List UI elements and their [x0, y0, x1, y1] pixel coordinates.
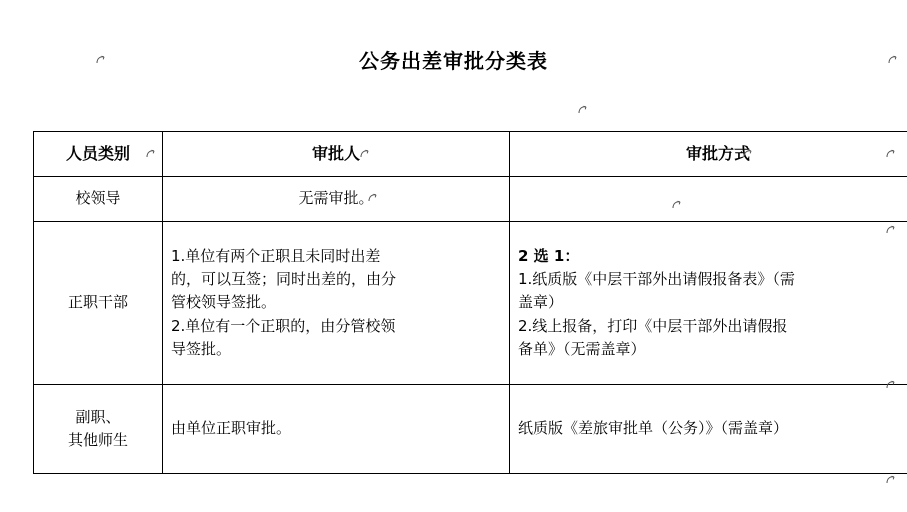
category-line: 副职、 — [42, 406, 154, 429]
cell-category-school-leader: 校领导 — [34, 177, 163, 222]
approver-line: 2.单位有一个正职的，由分管校领 — [171, 315, 501, 338]
cell-category-deputy-others — [34, 385, 163, 474]
cell-method-chief-cadre — [510, 222, 907, 385]
approver-line: 1.单位有两个正职且未同时出差 — [171, 245, 501, 268]
column-header-approver: 审批人 — [163, 132, 510, 177]
document-page — [0, 45, 907, 512]
column-header-method: 审批方式 — [510, 132, 907, 177]
cell-category-chief-cadre: 正职干部 — [34, 222, 163, 385]
cell-approver-chief-cadre — [163, 222, 510, 385]
comment-anchor-mark — [578, 105, 588, 115]
cell-approver-school-leader: 无需审批。 — [163, 177, 510, 222]
approver-line: 导签批。 — [171, 338, 501, 361]
table-body — [34, 177, 907, 474]
table-header-row — [34, 132, 907, 177]
cell-method-school-leader — [510, 177, 907, 222]
approver-line: 的，可以互签；同时出差的，由分 — [171, 268, 501, 291]
approval-table-container — [33, 131, 875, 474]
comment-anchor-mark — [886, 475, 896, 485]
column-header-category: 人员类别 — [34, 132, 163, 177]
cell-method-deputy-others: 纸质版《差旅审批单（公务）》（需盖章） — [510, 385, 907, 474]
approval-table — [33, 131, 907, 474]
approver-line: 管校领导签批。 — [171, 291, 501, 314]
table-header — [34, 132, 907, 177]
method-line: 1.纸质版《中层干部外出请假报备表》（需 — [518, 268, 907, 291]
method-lead-label: 2 选 1： — [518, 245, 907, 268]
method-line: 盖章） — [518, 291, 907, 314]
cell-approver-deputy-others: 由单位正职审批。 — [163, 385, 510, 474]
method-line: 2.线上报备，打印《中层干部外出请假报 — [518, 315, 907, 338]
table-row — [34, 385, 907, 474]
page-title: 公务出差审批分类表 — [0, 45, 907, 74]
table-row — [34, 222, 907, 385]
table-row — [34, 177, 907, 222]
method-line: 备单》（无需盖章） — [518, 338, 907, 361]
category-line: 其他师生 — [42, 429, 154, 452]
